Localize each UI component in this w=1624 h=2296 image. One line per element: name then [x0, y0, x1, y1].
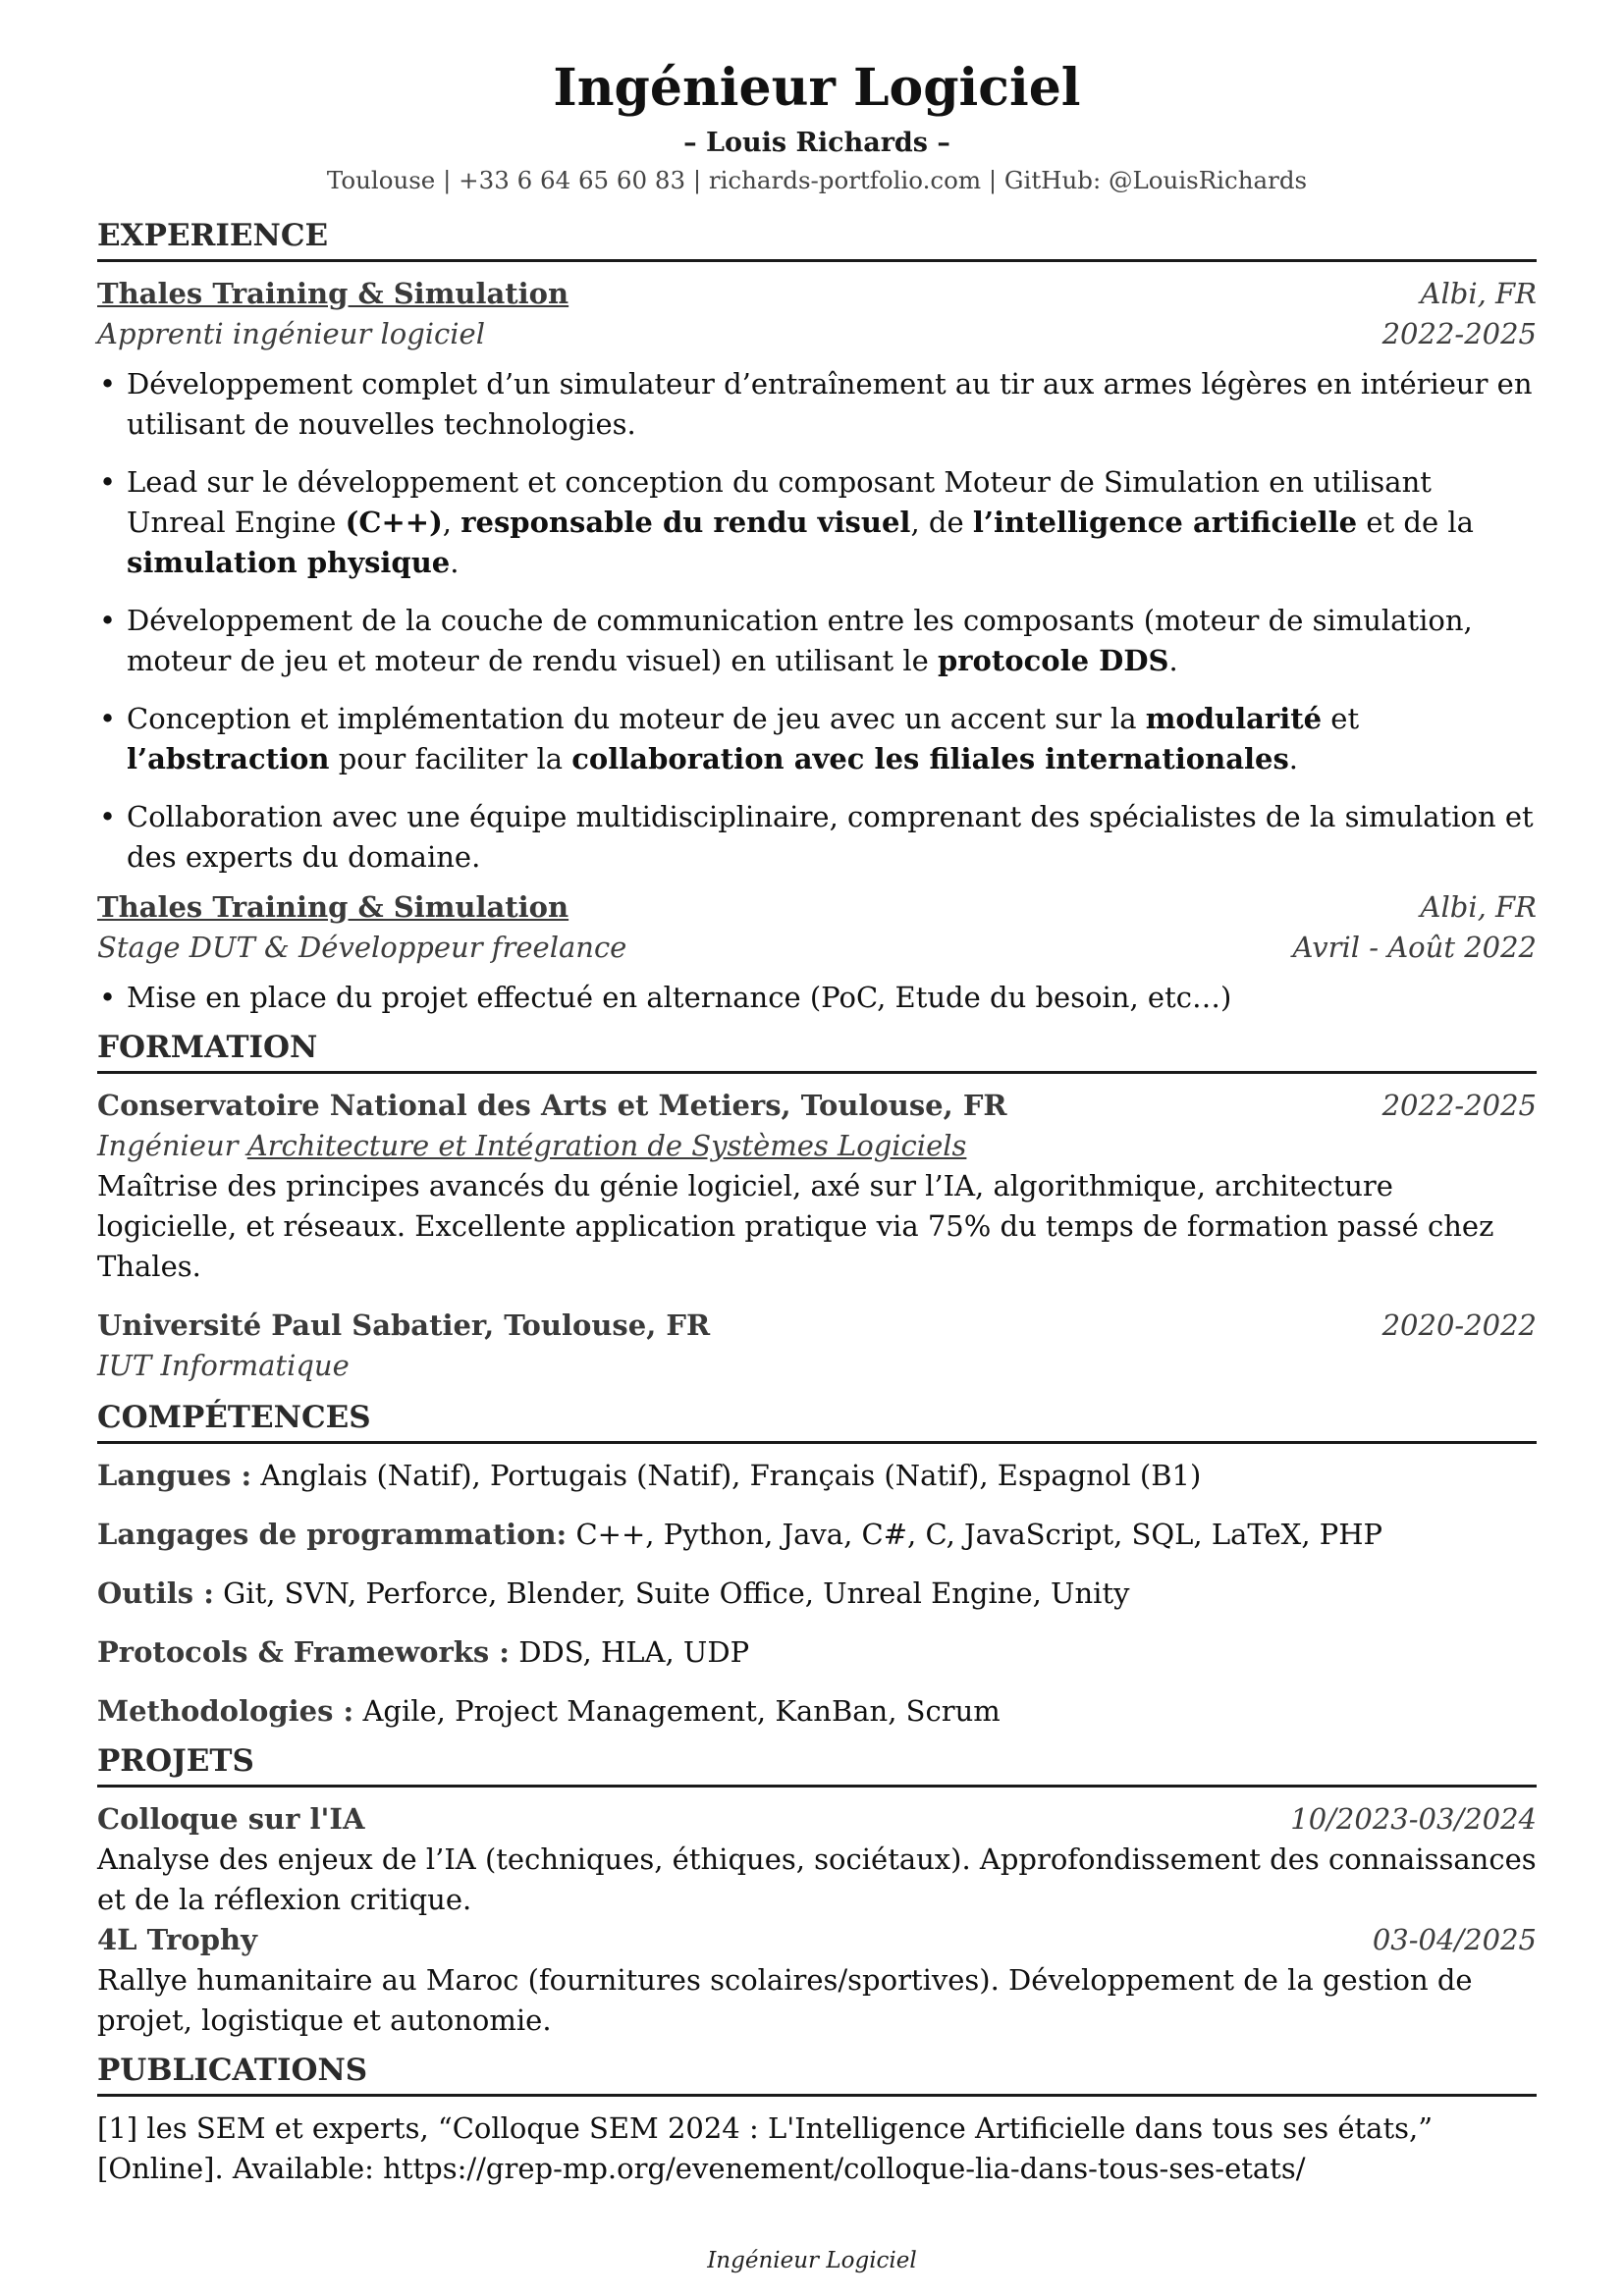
- job-location: Albi, FR: [1420, 277, 1537, 310]
- job-role: Apprenti ingénieur logiciel: [97, 317, 485, 350]
- degree-name: IUT Informatique: [97, 1349, 350, 1382]
- experience-entry-2: [97, 887, 1537, 1018]
- skill-methodologies: Methodologies : Agile, Project Management, KanBan, Scrum: [97, 1694, 1001, 1728]
- bullet-item: • Développement de la couche de communication entre les composants (moteur de simulation, moteur de jeu et moteur de rendu visuel) en utilisant le protocole DDS.: [97, 601, 1537, 681]
- education-dates: 2020-2022: [1381, 1308, 1537, 1342]
- employer-name[interactable]: Thales Training & Simulation: [97, 277, 569, 310]
- experience-heading: EXPERIENCE: [97, 216, 1537, 262]
- resume-page: [97, 55, 1537, 2189]
- project-description: Rallye humanitaire au Maroc (fournitures scolaires/sportives). Développement de la gestion de projet, logistique et autonomie.: [97, 1963, 1473, 2037]
- bullet-item: • Mise en place du projet effectué en alternance (PoC, Etude du besoin, etc…): [97, 978, 1537, 1018]
- job-dates: 2022-2025: [1381, 317, 1537, 350]
- project-name: 4L Trophy: [97, 1923, 257, 1956]
- bullet-item: • Lead sur le développement et conception du composant Moteur de Simulation en utilisant Unreal Engine (C++), responsable du rendu visuel, de l’intelligence artificielle et de la simulation physique.: [97, 462, 1537, 583]
- publications-heading: PUBLICATIONS: [97, 2051, 1537, 2097]
- resume-title: Ingénieur Logiciel: [553, 58, 1081, 118]
- projects-heading: PROJETS: [97, 1741, 1537, 1788]
- project-name: Colloque sur l'IA: [97, 1802, 365, 1836]
- contact-line: Toulouse | +33 6 64 65 60 83 | richards-portfolio.com | GitHub: @LouisRichards: [326, 166, 1308, 194]
- school-name: Université Paul Sabatier, Toulouse, FR: [97, 1308, 711, 1342]
- job-bullets: [97, 364, 1537, 878]
- job-dates: Avril - Août 2022: [1292, 931, 1537, 964]
- skill-languages: Langues : Anglais (Natif), Portugais (Natif), Français (Natif), Espagnol (B1): [97, 1459, 1202, 1492]
- job-bullets: [97, 978, 1537, 1018]
- skills-heading: COMPÉTENCES: [97, 1398, 1537, 1444]
- employer-name[interactable]: Thales Training & Simulation: [97, 890, 569, 924]
- skill-tools: Outils : Git, SVN, Perforce, Blender, Suite Office, Unreal Engine, Unity: [97, 1576, 1130, 1610]
- project-dates: 10/2023-03/2024: [1290, 1802, 1537, 1836]
- degree-name: Ingénieur Architecture et Intégration de Systèmes Logiciels: [97, 1129, 967, 1162]
- project-description: Analyse des enjeux de l’IA (techniques, éthiques, sociétaux). Approfondissement des connaissances et de la réflexion critique.: [97, 1842, 1537, 1916]
- school-name: Conservatoire National des Arts et Metiers, Toulouse, FR: [97, 1089, 1007, 1122]
- bullet-item: • Développement complet d’un simulateur d’entraînement au tir aux armes légères en intérieur en utilisant de nouvelles technologies.: [97, 364, 1537, 445]
- education-entry-1: [97, 1086, 1537, 1287]
- education-dates: 2022-2025: [1381, 1089, 1537, 1122]
- project-entry-1: [97, 1799, 1537, 1920]
- experience-entry-1: [97, 274, 1537, 878]
- skill-programming: Langages de programmation: C++, Python, Java, C#, C, JavaScript, SQL, LaTeX, PHP: [97, 1518, 1383, 1551]
- bullet-item: • Conception et implémentation du moteur de jeu avec un accent sur la modularité et l’abstraction pour faciliter la collaboration avec les filiales internationales.: [97, 699, 1537, 779]
- degree-link[interactable]: Architecture et Intégration de Systèmes Logiciels: [246, 1129, 967, 1162]
- job-role: Stage DUT & Développeur freelance: [97, 931, 627, 964]
- job-location: Albi, FR: [1420, 890, 1537, 924]
- project-dates: 03-04/2025: [1372, 1923, 1537, 1956]
- education-description: Maîtrise des principes avancés du génie logiciel, axé sur l’IA, algorithmique, architecture logicielle, et réseaux. Excellente application pratique via 75% du temps de formation passé chez Thales.: [97, 1169, 1494, 1283]
- publication-item: [1] les SEM et experts, “Colloque SEM 2024 : L'Intelligence Artificielle dans tous ses états,” [Online]. Available: https://grep-mp.org/evenement/colloque-lia-dans-tous-ses-etats/: [97, 2111, 1434, 2185]
- skill-protocols: Protocols & Frameworks : DDS, HLA, UDP: [97, 1635, 750, 1669]
- bullet-item: • Collaboration avec une équipe multidisciplinaire, comprenant des spécialistes de la simulation et des experts du domaine.: [97, 797, 1537, 878]
- formation-heading: FORMATION: [97, 1028, 1537, 1074]
- education-entry-2: [97, 1306, 1537, 1386]
- page-footer: Ingénieur Logiciel: [707, 2248, 917, 2273]
- skills-list: [97, 1456, 1537, 1732]
- project-entry-2: [97, 1920, 1537, 2041]
- candidate-name: – Louis Richards –: [683, 128, 950, 158]
